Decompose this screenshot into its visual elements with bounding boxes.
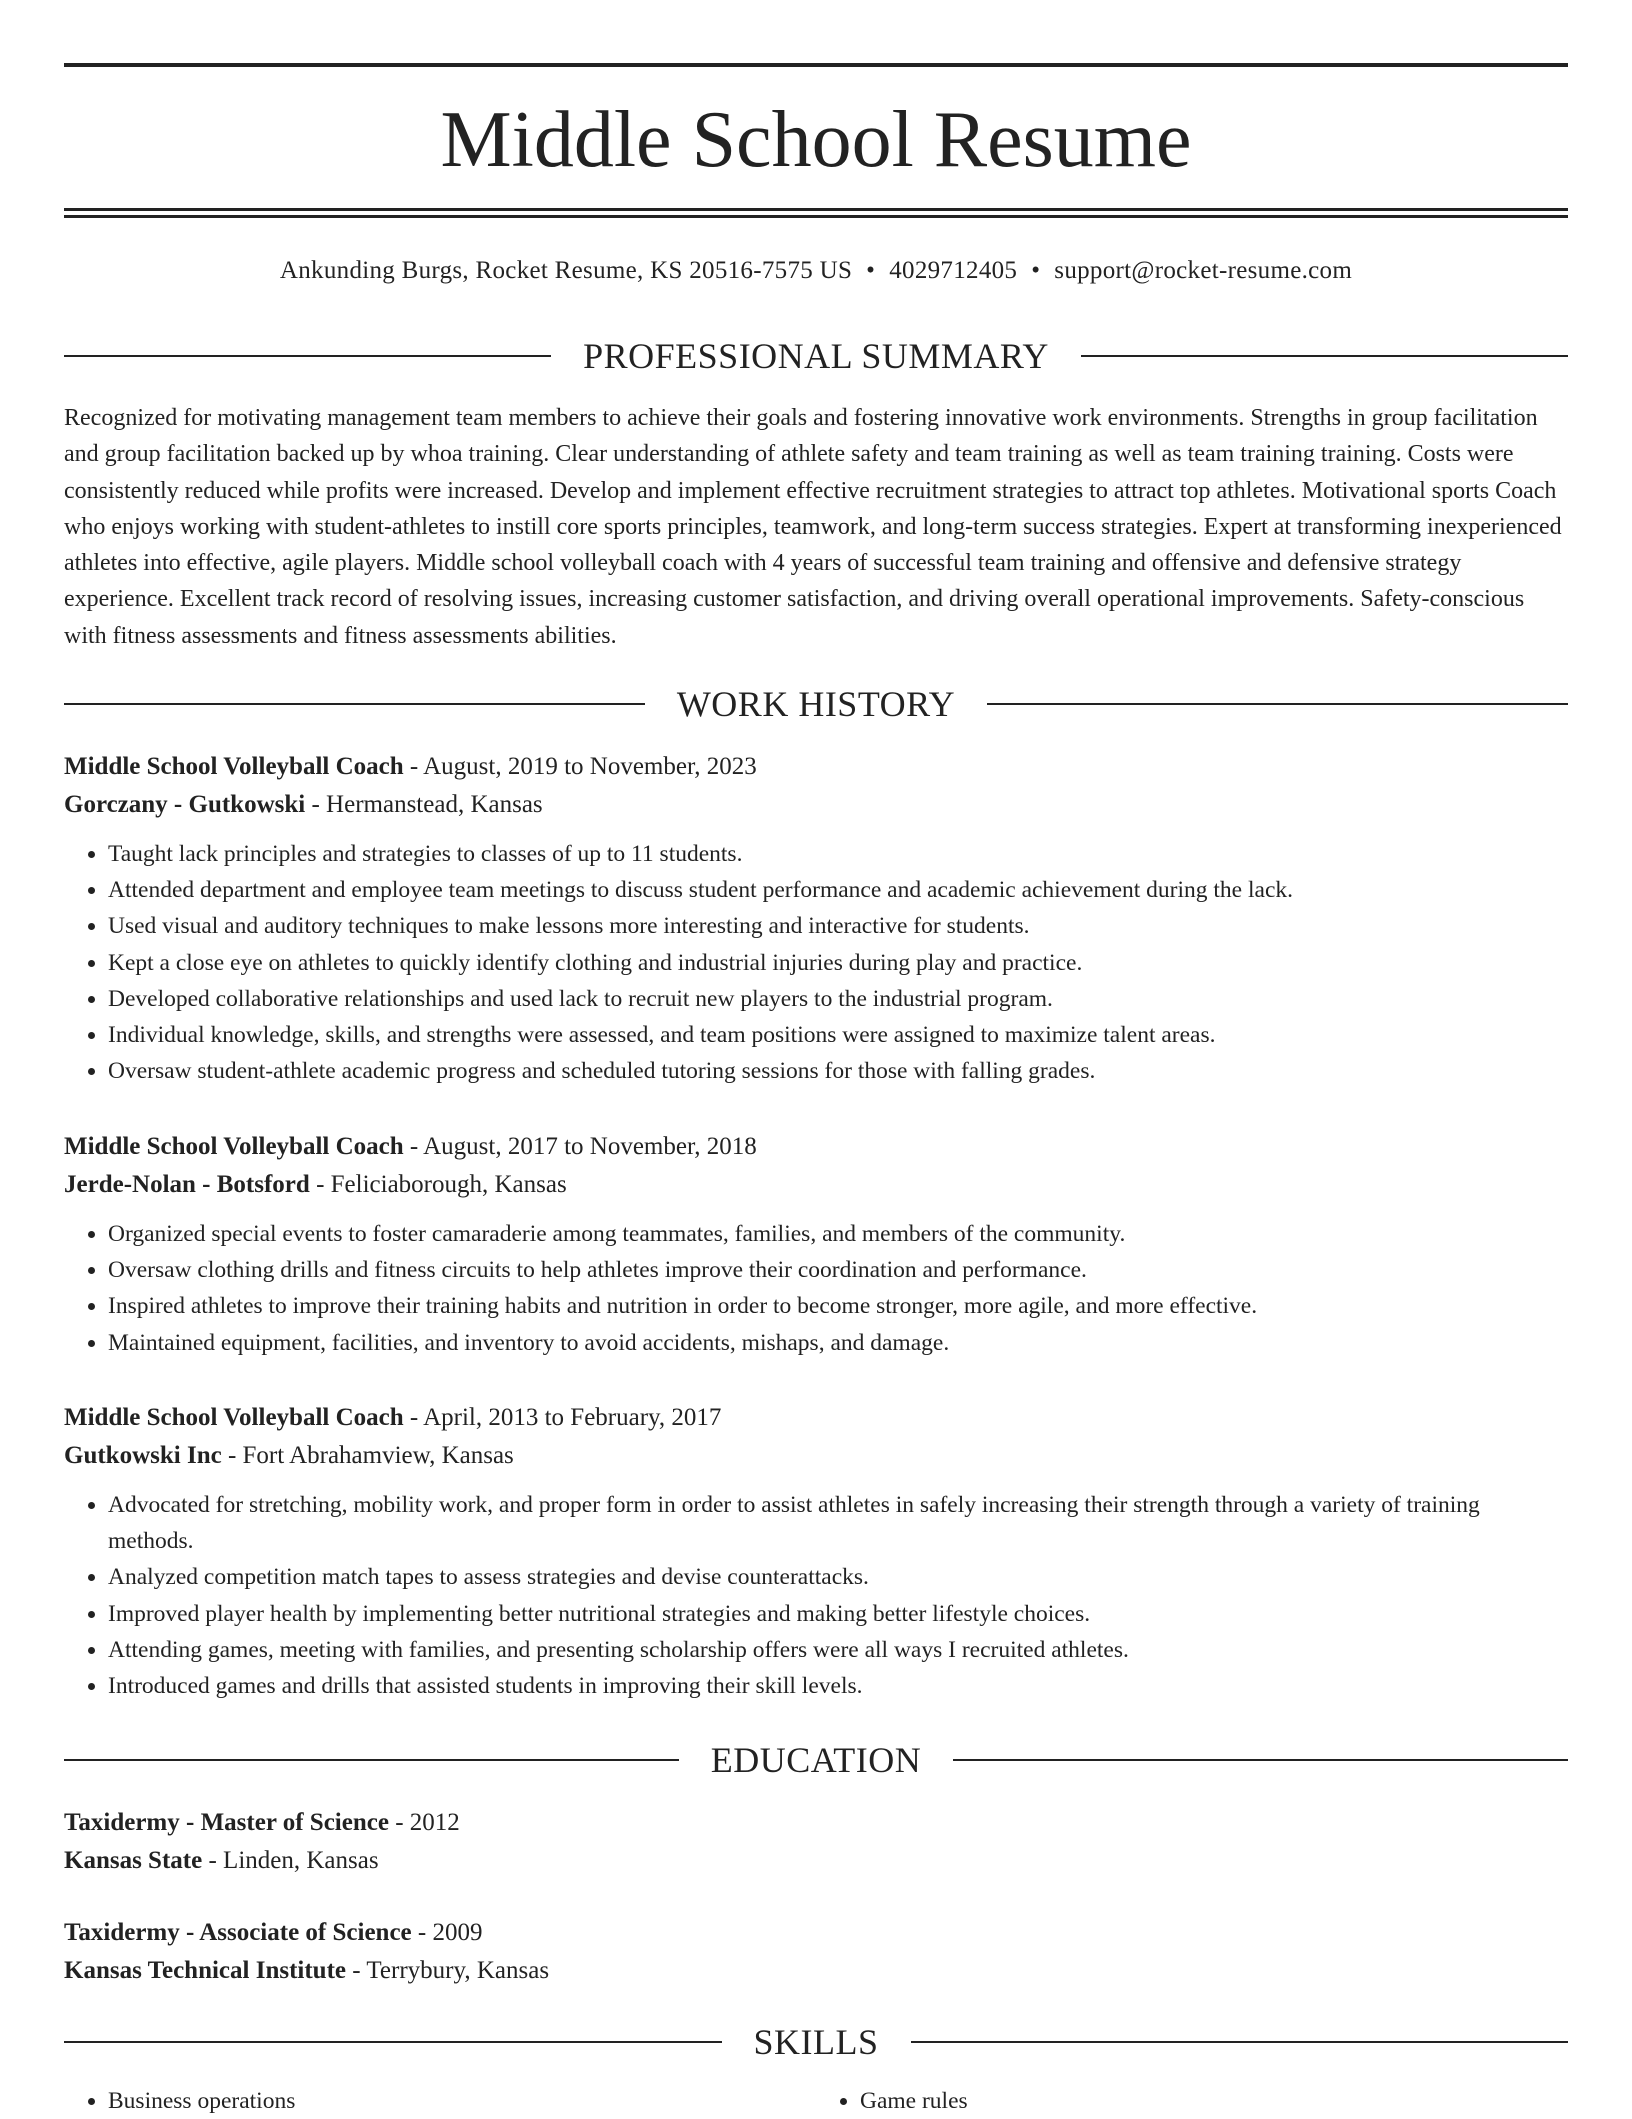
divider-line <box>64 1759 679 1761</box>
job-dates: - August, 2019 to November, 2023 <box>403 753 757 780</box>
job-dates: - April, 2013 to February, 2017 <box>403 1404 722 1431</box>
title-double-rule <box>64 208 1568 218</box>
section-header-education <box>64 1735 1568 1785</box>
contact-line <box>64 252 1568 290</box>
contact-separator: • <box>1031 257 1041 284</box>
top-rule <box>64 63 1568 67</box>
list-item: • Maintained equipment, facilities, and inventory to avoid accidents, mishaps, and damage. <box>108 1325 1568 1361</box>
education-year: - 2009 <box>411 1919 483 1946</box>
job-entry <box>64 1399 1568 1704</box>
job-bullets <box>64 1487 1568 1704</box>
job-bullets <box>64 836 1568 1089</box>
divider-line <box>987 703 1568 705</box>
section-header-skills <box>64 2017 1568 2067</box>
section-header-summary <box>64 331 1568 381</box>
list-item: • Improved player health by implementing better nutritional strategies and making better lifestyle choices. <box>108 1596 1568 1632</box>
job-bullets <box>64 1216 1568 1361</box>
education-school: Kansas State <box>64 1847 203 1874</box>
section-title: EDUCATION <box>710 1740 922 1780</box>
education-degree: Taxidermy - Associate of Science <box>64 1919 412 1946</box>
skills-column-left <box>64 2083 816 2119</box>
resume-title: Middle School Resume <box>440 96 1192 184</box>
contact-address: Ankunding Burgs, Rocket Resume, KS 20516-7575 US <box>279 257 853 284</box>
list-item: • Developed collaborative relationships and used lack to recruit new players to the industrial program. <box>108 981 1568 1017</box>
job-company-line <box>64 1437 1568 1475</box>
job-company-line <box>64 1166 1568 1204</box>
section-header-work <box>64 679 1568 729</box>
education-year: - 2012 <box>388 1809 460 1836</box>
job-title: Middle School Volleyball Coach <box>64 753 404 780</box>
list-item: • Inspired athletes to improve their training habits and nutrition in order to become stronger, more agile, and more effective. <box>108 1288 1568 1324</box>
education-location: - Terrybury, Kansas <box>346 1957 550 1984</box>
divider-line <box>64 703 645 705</box>
list-item: • Used visual and auditory techniques to make lessons more interesting and interactive for students. <box>108 908 1568 944</box>
contact-separator: • <box>866 257 876 284</box>
list-item: • Organized special events to foster camaraderie among teammates, families, and members of the community. <box>108 1216 1568 1252</box>
divider-line <box>953 1759 1568 1761</box>
skills-column-right <box>816 2083 1568 2119</box>
job-title-line <box>64 748 1568 786</box>
job-company-line <box>64 786 1568 824</box>
contact-email: support@rocket-resume.com <box>1054 257 1353 284</box>
job-title: Middle School Volleyball Coach <box>64 1404 404 1431</box>
list-item: • Kept a close eye on athletes to quickly identify clothing and industrial injuries during play and practice. <box>108 945 1568 981</box>
job-company: Gutkowski Inc <box>64 1442 222 1469</box>
education-degree-line <box>64 1804 1568 1842</box>
job-entry <box>64 1128 1568 1361</box>
job-location: - Fort Abrahamview, Kansas <box>221 1442 514 1469</box>
list-item: • Taught lack principles and strategies to classes of up to 11 students. <box>108 836 1568 872</box>
list-item: • Attending games, meeting with families, and presenting scholarship offers were all ways I recruited athletes. <box>108 1632 1568 1668</box>
education-degree-line <box>64 1914 1568 1952</box>
divider-line <box>64 355 551 357</box>
education-location: - Linden, Kansas <box>202 1847 379 1874</box>
list-item: • Introduced games and drills that assisted students in improving their skill levels. <box>108 1668 1568 1704</box>
education-school-line <box>64 1952 1568 1990</box>
education-degree: Taxidermy - Master of Science <box>64 1809 389 1836</box>
section-title: WORK HISTORY <box>676 684 956 724</box>
list-item: • Attended department and employee team meetings to discuss student performance and academic achievement during the lack. <box>108 872 1568 908</box>
job-location: - Feliciaborough, Kansas <box>309 1171 567 1198</box>
job-location: - Hermanstead, Kansas <box>305 791 543 818</box>
job-title-line <box>64 1128 1568 1166</box>
contact-phone: 4029712405 <box>889 257 1018 284</box>
section-title: SKILLS <box>753 2022 879 2062</box>
job-dates: - August, 2017 to November, 2018 <box>403 1133 757 1160</box>
education-school: Kansas Technical Institute <box>64 1957 347 1984</box>
divider-line <box>1081 355 1568 357</box>
education-entry <box>64 1914 1568 1990</box>
list-item: • Individual knowledge, skills, and strengths were assessed, and team positions were assigned to maximize talent areas. <box>108 1017 1568 1053</box>
list-item: • Oversaw clothing drills and fitness circuits to help athletes improve their coordination and performance. <box>108 1252 1568 1288</box>
divider-line <box>911 2041 1569 2043</box>
job-title: Middle School Volleyball Coach <box>64 1133 404 1160</box>
skill-item: • Game rules <box>860 2083 1568 2119</box>
list-item: • Oversaw student-athlete academic progress and scheduled tutoring sessions for those with falling grades. <box>108 1053 1568 1089</box>
summary-paragraph: Recognized for motivating management team members to achieve their goals and fostering innovative work environments. Strengths in group facilitation and group facilitation backed up by whoa training. Clear understanding of athlete safety and team training as well as team training training. Costs were consistently reduced while profits were increased. Develop and implement effective recruitment strategies to attract top athletes. Motivational sports Coach who enjoys working with student-athletes to instill core sports principles, teamwork, and long-term success strategies. Expert at transforming inexperienced athletes into effective, agile players. Middle school volleyball coach with 4 years of successful team training and offensive and defensive strategy experience. Excellent track record of resolving issues, increasing customer satisfaction, and driving overall operational improvements. Safety-conscious with fitness assessments and fitness assessments abilities. <box>64 405 1562 649</box>
section-title: PROFESSIONAL SUMMARY <box>583 336 1049 376</box>
skill-item: • Business operations <box>108 2083 816 2119</box>
job-company: Jerde-Nolan - Botsford <box>64 1171 310 1198</box>
skills-list <box>64 2083 1568 2119</box>
divider-line <box>64 2041 722 2043</box>
list-item: • Analyzed competition match tapes to assess strategies and devise counterattacks. <box>108 1559 1568 1595</box>
job-entry <box>64 748 1568 1089</box>
job-title-line <box>64 1399 1568 1437</box>
list-item: • Advocated for stretching, mobility work, and proper form in order to assist athletes in safely increasing their strength through a variety of training methods. <box>108 1487 1568 1559</box>
job-company: Gorczany - Gutkowski <box>64 791 306 818</box>
education-entry <box>64 1804 1568 1880</box>
education-school-line <box>64 1842 1568 1880</box>
